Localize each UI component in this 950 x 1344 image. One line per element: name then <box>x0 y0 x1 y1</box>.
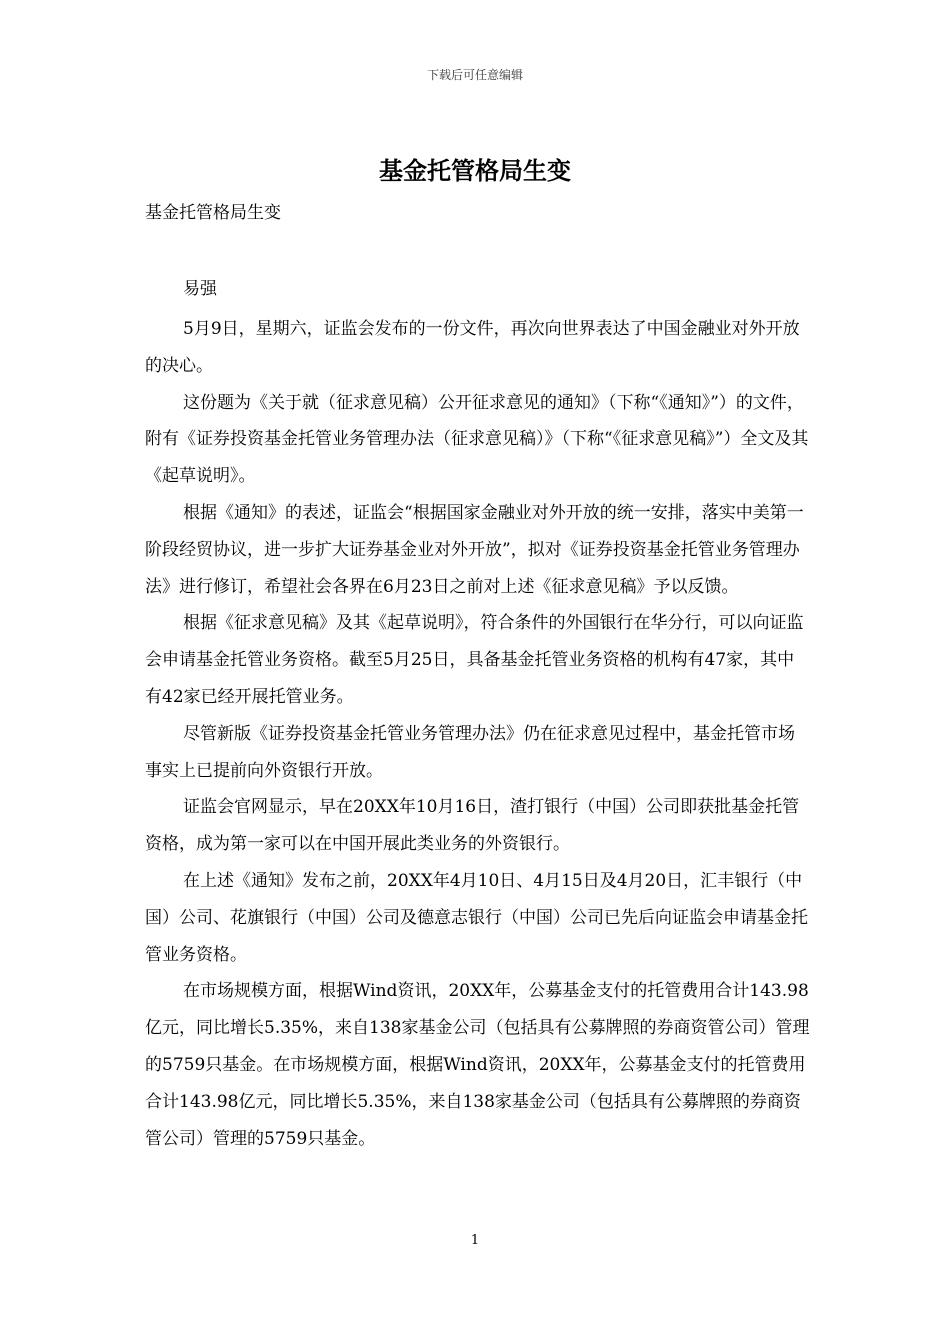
paragraph: 在市场规模方面，根据Wind资讯，20XX年，公募基金支付的托管费用合计143.98亿元，同比增长5.35%，来自138家基金公司（包括具有公募牌照的券商资管公司）管理的5759只基金。在市场规模方面，根据Wind资讯，20XX年，公募基金支付的托管费用合计143.98亿元，同比增长5.35%，来自138家基金公司（包括具有公募牌照的券商资管公司）管理的5759只基金。 <box>145 981 810 1149</box>
paragraph: 尽管新版《证券投资基金托管业务管理办法》仍在征求意见过程中，基金托管市场事实上已提前向外资银行开放。 <box>145 723 795 781</box>
paragraph: 在上述《通知》发布之前，20XX年4月10日、4月15日及4月20日，汇丰银行（中国）公司、花旗银行（中国）公司及德意志银行（中国）公司已先后向证监会申请基金托管业务资格。 <box>145 870 808 965</box>
article-body <box>145 311 810 1157</box>
paragraph: 根据《通知》的表述，证监会“根据国家金融业对外开放的统一安排，落实中美第一阶段经贸协议，进一步扩大证券基金业对外开放”，拟对《证券投资基金托管业务管理办法》进行修订，希望社会各界在6月23日之前对上述《征求意见稿》予以反馈。 <box>145 502 804 597</box>
author-name: 易强 <box>183 279 217 299</box>
header-note: 下载后可任意编辑 <box>426 68 523 82</box>
document-title: 基金托管格局生变 <box>379 156 571 185</box>
paragraph: 5月9日，星期六，证监会发布的一份文件，再次向世界表达了中国金融业对外开放的决心。 <box>145 319 800 376</box>
paragraph: 证监会官网显示，早在20XX年10月16日，渣打银行（中国）公司即获批基金托管资格，成为第一家可以在中国开展此类业务的外资银行。 <box>145 797 800 855</box>
paragraph: 这份题为《关于就（征求意见稿）公开征求意见的通知》（下称“《通知》”）的文件，附有《证券投资基金托管业务管理办法（征求意见稿）》（下称“《征求意见稿》”）全文及其《起草说明》。 <box>145 392 809 487</box>
document-subtitle: 基金托管格局生变 <box>145 203 281 223</box>
page-number: 1 <box>470 1233 480 1248</box>
paragraph: 根据《征求意见稿》及其《起草说明》，符合条件的外国银行在华分行，可以向证监会申请基金托管业务资格。截至5月25日，具备基金托管业务资格的机构有47家，其中有42家已经开展托管业务。 <box>145 613 804 707</box>
